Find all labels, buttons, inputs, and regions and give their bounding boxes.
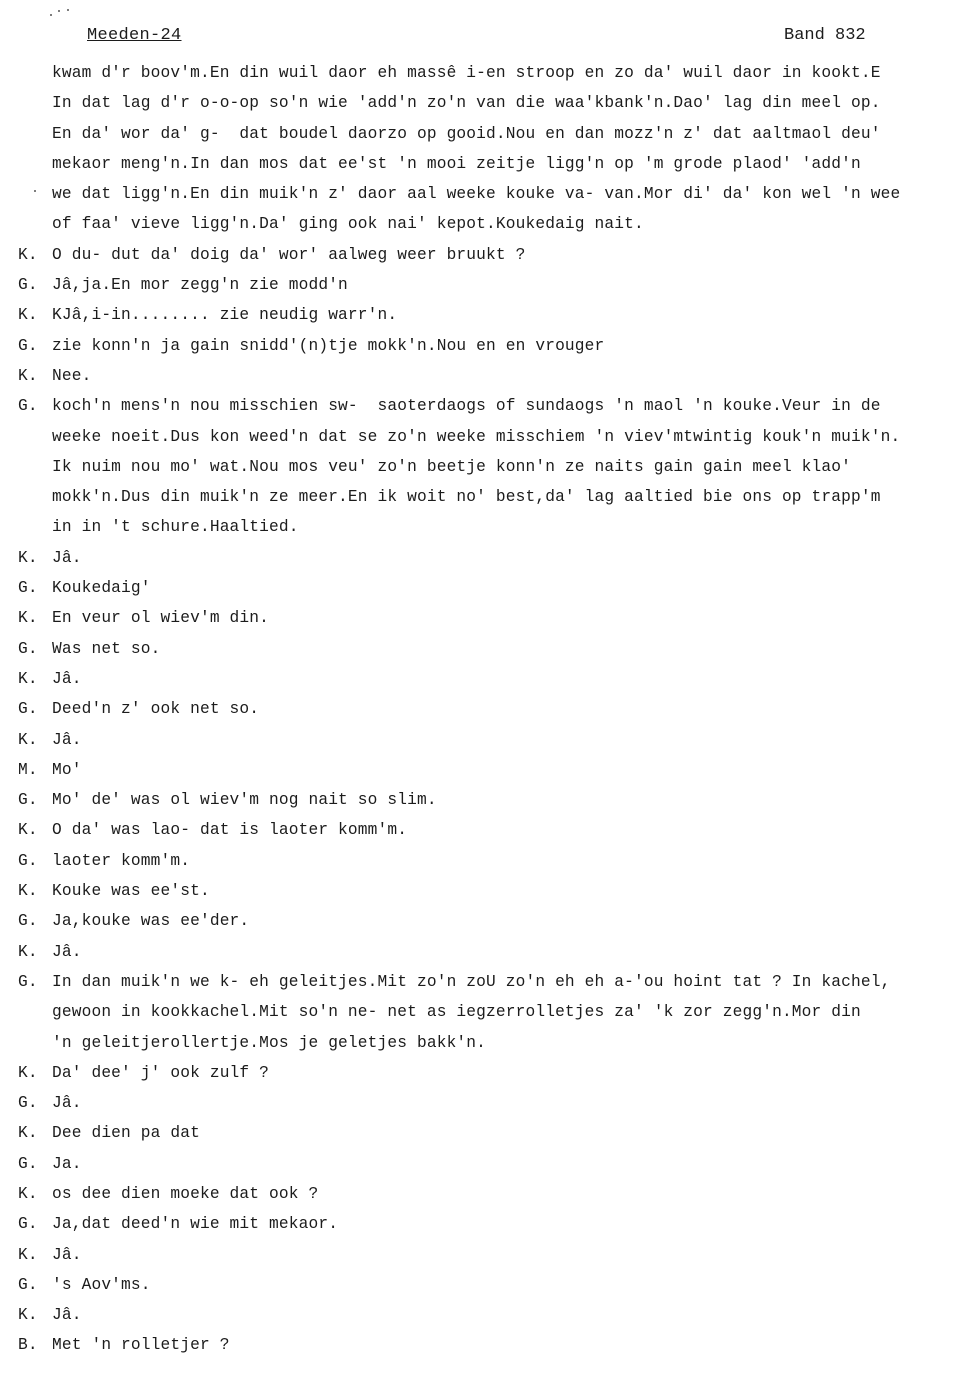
transcript-line <box>0 482 973 512</box>
transcript-line <box>0 755 973 785</box>
transcript-line <box>0 846 973 876</box>
band-number: Band 832 <box>784 26 866 45</box>
speaker-label: G. <box>18 397 38 416</box>
speaker-label: G. <box>18 1275 38 1294</box>
transcript-line <box>0 815 973 845</box>
utterance-text: Jâ. <box>52 730 82 749</box>
utterance-text: mekaor meng'n.In dan mos dat ee'st 'n mooi zeitje ligg'n op 'm grode plaod' 'add'n <box>52 154 861 173</box>
transcript-line <box>0 149 973 179</box>
transcript-body <box>0 58 973 1361</box>
utterance-text: zie konn'n ja gain snidd'(n)tje mokk'n.Nou en en vrouger <box>52 336 605 355</box>
utterance-text: 's Aov'ms. <box>52 1275 151 1294</box>
utterance-text: of faa' vieve ligg'n.Da' ging ook nai' kepot.Koukedaig nait. <box>52 215 644 234</box>
speaker-label: K. <box>18 366 38 385</box>
transcript-line <box>0 725 973 755</box>
utterance-text: os dee dien moeke dat ook ? <box>52 1184 319 1203</box>
transcript-line <box>0 179 973 209</box>
speaker-label: G. <box>18 912 38 931</box>
paper-speck <box>67 9 69 11</box>
utterance-text: In dat lag d'r o-o-op so'n wie 'add'n zo'n van die waa'kbank'n.Dao' lag din meel op. <box>52 94 881 113</box>
speaker-label: G. <box>18 1154 38 1173</box>
transcript-line <box>0 1270 973 1300</box>
speaker-label: K. <box>18 821 38 840</box>
transcript-line <box>0 997 973 1027</box>
transcript-line <box>0 209 973 239</box>
speaker-label: G. <box>18 579 38 598</box>
speaker-label: G. <box>18 791 38 810</box>
utterance-text: Nee. <box>52 366 92 385</box>
utterance-text: Ja. <box>52 1154 82 1173</box>
utterance-text: weeke noeit.Dus kon weed'n dat se zo'n weeke misschiem 'n viev'mtwintig kouk'n muik'n. <box>52 427 901 446</box>
transcript-line <box>0 1179 973 1209</box>
utterance-text: in in 't schure.Haaltied. <box>52 518 299 537</box>
transcript-line <box>0 1149 973 1179</box>
transcript-line <box>0 543 973 573</box>
utterance-text: Dee dien pa dat <box>52 1124 200 1143</box>
document-title: Meeden-24 <box>87 26 182 45</box>
speaker-label: G. <box>18 700 38 719</box>
page-header <box>0 26 973 50</box>
speaker-label: K. <box>18 1063 38 1082</box>
transcript-line <box>0 422 973 452</box>
utterance-text: Da' dee' j' ook zulf ? <box>52 1063 270 1082</box>
utterance-text: Jâ. <box>52 942 82 961</box>
transcript-line <box>0 1330 973 1360</box>
transcript-line <box>0 785 973 815</box>
utterance-text: Jâ. <box>52 1306 82 1325</box>
transcript-line <box>0 906 973 936</box>
transcript-line <box>0 1240 973 1270</box>
utterance-text: Jâ. <box>52 669 82 688</box>
utterance-text: Ja,kouke was ee'der. <box>52 912 250 931</box>
speaker-label: G. <box>18 972 38 991</box>
utterance-text: KJâ,i-in........ zie neudig warr'n. <box>52 306 398 325</box>
transcript-line <box>0 361 973 391</box>
utterance-text: Was net so. <box>52 639 161 658</box>
speaker-label: K. <box>18 548 38 567</box>
speaker-label: K. <box>18 882 38 901</box>
utterance-text: Jâ,ja.En mor zegg'n zie modd'n <box>52 276 348 295</box>
transcript-line <box>0 664 973 694</box>
speaker-label: G. <box>18 639 38 658</box>
paper-speck <box>50 14 52 16</box>
utterance-text: Koukedaig' <box>52 579 151 598</box>
utterance-text: laoter komm'm. <box>52 851 191 870</box>
speaker-label: G. <box>18 336 38 355</box>
utterance-text: En da' wor da' g- dat boudel daorzo op gooid.Nou en dan mozz'n z' dat aaltmaol deu' <box>52 124 881 143</box>
transcript-line <box>0 694 973 724</box>
transcript-line <box>0 1088 973 1118</box>
transcript-line <box>0 512 973 542</box>
paper-speck <box>58 10 60 12</box>
transcript-line <box>0 1118 973 1148</box>
utterance-text: koch'n mens'n nou misschien sw- saoterdaogs of sundaogs 'n maol 'n kouke.Veur in de <box>52 397 881 416</box>
transcript-line <box>0 300 973 330</box>
utterance-text: Met 'n rolletjer ? <box>52 1336 230 1355</box>
transcript-line <box>0 58 973 88</box>
utterance-text: O du- dut da' doig da' wor' aalweg weer bruukt ? <box>52 245 526 264</box>
transcript-line <box>0 967 973 997</box>
speaker-label: K. <box>18 1124 38 1143</box>
utterance-text: Ja,dat deed'n wie mit mekaor. <box>52 1215 339 1234</box>
utterance-text: Kouke was ee'st. <box>52 882 210 901</box>
utterance-text: gewoon in kookkachel.Mit so'n ne- net as iegzerrolletjes za' 'k zor zegg'n.Mor din <box>52 1003 861 1022</box>
transcript-line <box>0 270 973 300</box>
speaker-label: G. <box>18 851 38 870</box>
speaker-label: K. <box>18 669 38 688</box>
transcript-line <box>0 452 973 482</box>
utterance-text: Mo' de' was ol wiev'm nog nait so slim. <box>52 791 437 810</box>
speaker-label: K. <box>18 942 38 961</box>
transcript-line <box>0 603 973 633</box>
transcript-line <box>0 1058 973 1088</box>
utterance-text: Jâ. <box>52 548 82 567</box>
speaker-label: K. <box>18 245 38 264</box>
transcript-line <box>0 240 973 270</box>
utterance-text: mokk'n.Dus din muik'n ze meer.En ik woit no' best,da' lag aaltied bie ons op trapp'm <box>52 488 881 507</box>
paper-speck <box>34 190 36 192</box>
utterance-text: Mo' <box>52 760 82 779</box>
utterance-text: we dat ligg'n.En din muik'n z' daor aal weeke kouke va- van.Mor di' da' kon wel 'n wee <box>52 185 901 204</box>
utterance-text: kwam d'r boov'm.En din wuil daor eh massê i-en stroop en zo da' wuil daor in kookt.E <box>52 64 881 82</box>
transcript-line <box>0 634 973 664</box>
transcript-line <box>0 331 973 361</box>
speaker-label: M. <box>18 760 38 779</box>
transcript-line <box>0 1209 973 1239</box>
speaker-label: G. <box>18 1215 38 1234</box>
utterance-text: O da' was lao- dat is laoter komm'm. <box>52 821 408 840</box>
transcript-line <box>0 119 973 149</box>
speaker-label: K. <box>18 730 38 749</box>
transcript-line <box>0 1300 973 1330</box>
speaker-label: K. <box>18 609 38 628</box>
transcript-line <box>0 573 973 603</box>
utterance-text: En veur ol wiev'm din. <box>52 609 270 628</box>
speaker-label: G. <box>18 1094 38 1113</box>
utterance-text: Ik nuim nou mo' wat.Nou mos veu' zo'n beetje konn'n ze naits gain gain meel klao' <box>52 457 851 476</box>
speaker-label: K. <box>18 306 38 325</box>
speaker-label: G. <box>18 276 38 295</box>
utterance-text: 'n geleitjerollertje.Mos je geletjes bakk'n. <box>52 1033 487 1052</box>
speaker-label: K. <box>18 1306 38 1325</box>
transcript-line <box>0 88 973 118</box>
utterance-text: Jâ. <box>52 1094 82 1113</box>
speaker-label: K. <box>18 1245 38 1264</box>
speaker-label: K. <box>18 1184 38 1203</box>
utterance-text: In dan muik'n we k- eh geleitjes.Mit zo'n zoU zo'n eh eh a-'ou hoint tat ? In kachel, <box>52 972 891 991</box>
utterance-text: Deed'n z' ook net so. <box>52 700 260 719</box>
transcript-line <box>0 876 973 906</box>
transcript-line <box>0 391 973 421</box>
utterance-text: Jâ. <box>52 1245 82 1264</box>
transcript-line <box>0 937 973 967</box>
speaker-label: B. <box>18 1336 38 1355</box>
transcript-line <box>0 1028 973 1058</box>
